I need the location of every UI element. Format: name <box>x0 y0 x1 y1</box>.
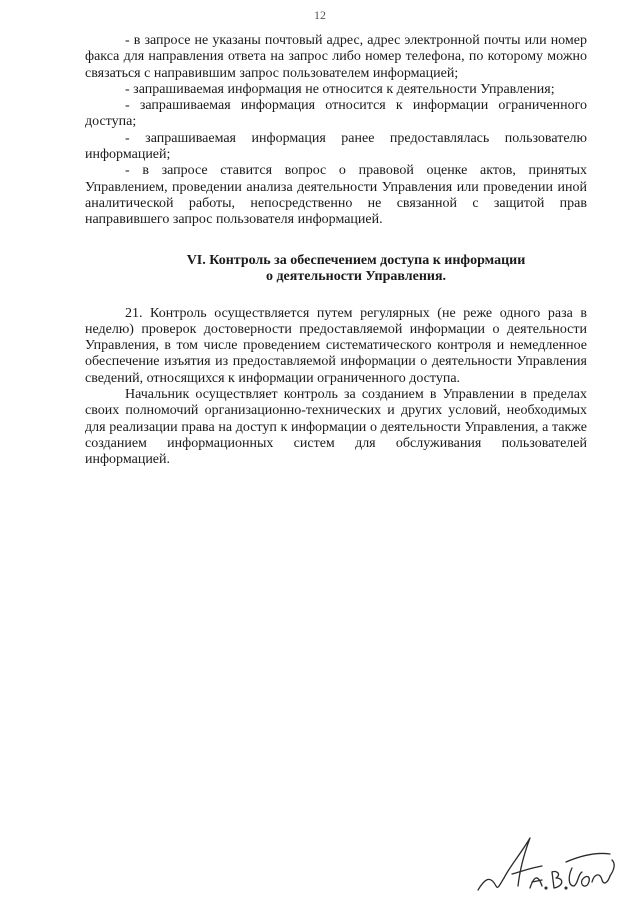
section-heading-line: о деятельности Управления. <box>265 269 447 285</box>
list-item: - запрашиваемая информация ранее предоставлялась пользователю информацией; <box>85 130 587 163</box>
document-body <box>85 33 587 469</box>
paragraph: Начальник осуществляет контроль за созданием в Управлении в пределах своих полномочий организационно-технических и других условий, необходимых для реализации права на доступ к информации о деятельности Управления, а также созданием информационных систем для обслуживания пользователей информацией. <box>85 387 587 468</box>
list-item: - в запросе ставится вопрос о правовой оценке актов, принятых Управлением, проведении анализа деятельности Управления или проведении иной аналитической работы, непосредственно не связанной с защитой прав направившего запрос пользователя информацией. <box>85 163 587 228</box>
section-heading-line: VI. Контроль за обеспечением доступа к информации <box>186 252 526 268</box>
handwritten-signature <box>470 828 620 898</box>
page-number: 12 <box>314 8 326 22</box>
paragraph: 21. Контроль осуществляется путем регулярных (не реже одного раза в неделю) проверок достоверности предоставляемой информации о деятельности Управления, в том числе проведением систематического контроля и немедленное обеспечение изъятия из предоставляемой информации о деятельности Управления сведений, относящихся к информации ограниченного доступа. <box>85 305 587 386</box>
section-heading <box>85 253 587 286</box>
list-item: - запрашиваемая информация относится к информации ограниченного доступа; <box>85 98 587 130</box>
list-item: - в запросе не указаны почтовый адрес, адрес электронной почты или номер факса для направления ответа на запрос либо номер телефона, по которому можно связаться с направившим запрос пользователем информацией; <box>85 33 587 81</box>
list-item: - запрашиваемая информация не относится к деятельности Управления; <box>125 81 555 97</box>
